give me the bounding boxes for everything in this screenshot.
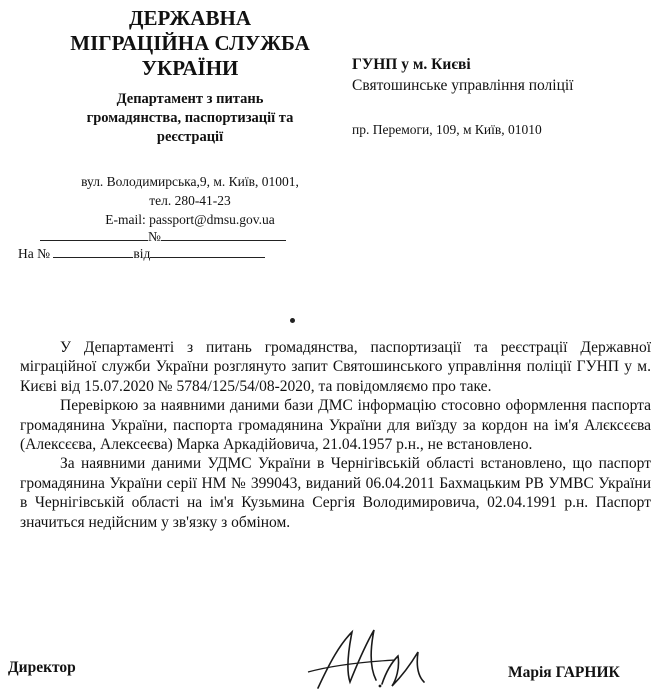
scan-dot [290, 318, 295, 323]
department-line-1: Департамент з питань [116, 91, 264, 107]
recipient-subtitle: Святошинське управління поліції [352, 77, 574, 94]
signatory-name: Марія ГАРНИК [508, 664, 620, 681]
agency-line-2: МІГРАЦІЙНА СЛУЖБА [70, 31, 310, 55]
recipient-address: пр. Перемоги, 109, м Київ, 01010 [352, 122, 542, 137]
date-label: від [133, 246, 151, 261]
reply-to-label: На № [18, 246, 50, 261]
agency-line-1: ДЕРЖАВНА [129, 6, 251, 30]
outgoing-number-row [40, 228, 286, 245]
paragraph-3: За наявними даними УДМС України в Чернігівській області встановлено, що паспорт громадянина України серії НМ № 399043, виданий 06.04.2011 Бахмацьким РВ УМВС України в Чернігівській області на ім'я Кузьмина Сергія Володимировича, 02.04.1991 р.н. Паспорт значиться недійсним у зв'язку з обміном. [20, 455, 651, 531]
department-line-3: реєстрації [156, 129, 224, 145]
department-phone: тел. 280-41-23 [149, 193, 231, 208]
agency-line-3: УКРАЇНИ [141, 56, 239, 80]
department-line-2: громадянства, паспортизації та [86, 110, 294, 126]
department-name [40, 90, 340, 147]
agency-name [40, 6, 340, 81]
signatory-position: Директор [8, 659, 76, 676]
paragraph-2: Перевіркою за наявними даними бази ДМС інформацію стосовно оформлення паспорта громадянина України, паспорта громадянина України для виїзду за кордон на ім'я Алєксєєва (Алексєєва, Алексеєва) Марка Аркадійовича, 21.04.1957 р.н., не встановлено. [20, 397, 651, 454]
paragraph-1: У Департаменті з питань громадянства, паспортизації та реєстрації Державної міграційної служби України розглянуто запит Святошинського управління поліції ГУНП у м. Києві від 15.07.2020 № 5784/125/54/08-2020, та повідомляємо про таке. [20, 339, 651, 395]
reply-to-row [18, 245, 265, 262]
handwritten-signature [300, 622, 450, 694]
department-email: E-mail: passport@dmsu.gov.ua [105, 212, 275, 227]
department-address: вул. Володимирська,9, м. Київ, 01001, [81, 174, 299, 189]
number-mark: № [148, 229, 161, 244]
recipient-title: ГУНП у м. Києві [352, 56, 471, 73]
department-contacts [40, 172, 340, 229]
letter-body [20, 338, 651, 532]
